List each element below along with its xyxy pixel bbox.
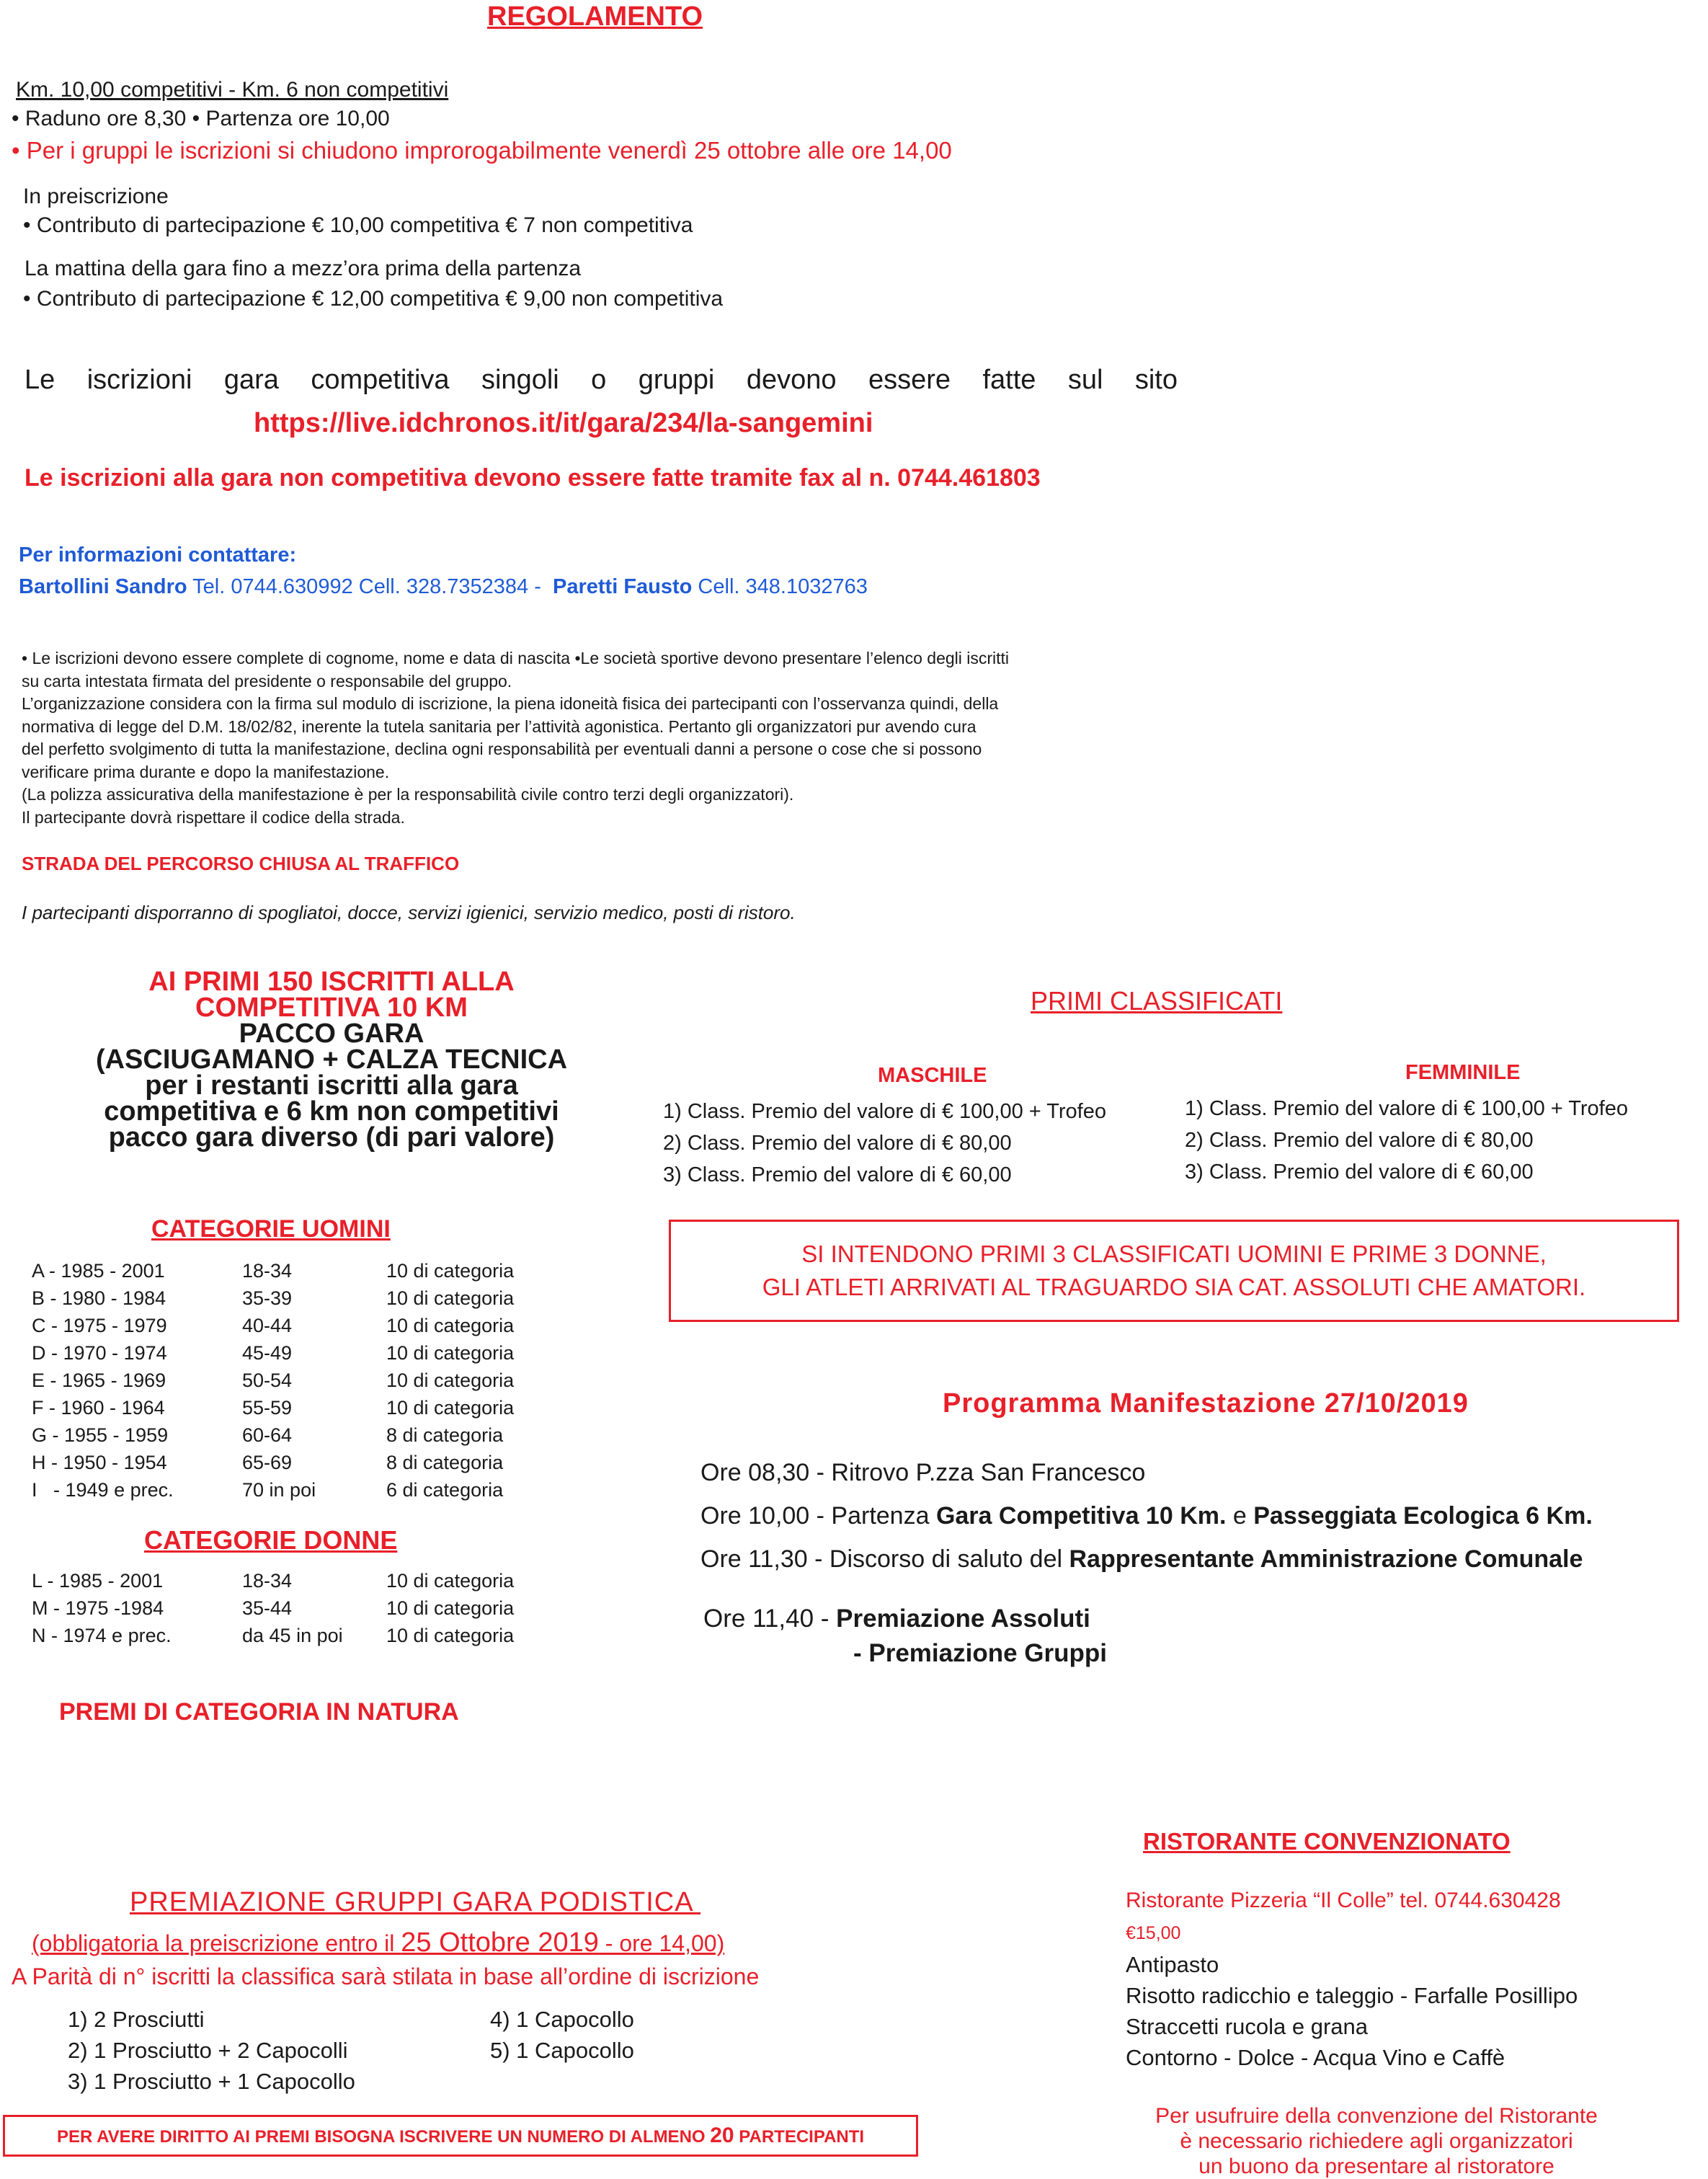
race-pack-line: (ASCIUGAMANO + CALZA TECNICA bbox=[95, 1044, 568, 1075]
restaurant-name: Ristorante Pizzeria “Il Colle” tel. 0744.630428 bbox=[1126, 1889, 1561, 1912]
female-winners-title: FEMMINILE bbox=[1405, 1061, 1521, 1084]
restaurant-title: RISTORANTE CONVENZIONATO bbox=[1143, 1828, 1511, 1855]
program-event: Rappresentante Amministrazione Comunale bbox=[1069, 1545, 1583, 1573]
schedule: • Raduno ore 8,30 • Partenza ore 10,00 bbox=[12, 107, 390, 130]
category-prizes-notice: PREMI DI CATEGORIA IN NATURA bbox=[59, 1698, 459, 1726]
female-winners-list bbox=[1185, 1093, 1628, 1188]
list-item: 1) 2 Prosciutti bbox=[68, 2007, 205, 2032]
age-cell: 35-39 bbox=[242, 1287, 293, 1309]
program-time: Ore 11,30 - Discorso di saluto del bbox=[700, 1545, 1069, 1573]
category-cell: A - 1985 - 2001 bbox=[32, 1259, 165, 1282]
list-item: 2) 1 Prosciutto + 2 Capocolli bbox=[68, 2038, 348, 2063]
prize-cell: 10 di categoria bbox=[386, 1396, 515, 1419]
age-cell: 60-64 bbox=[242, 1424, 293, 1446]
age-cell: 18-34 bbox=[242, 1569, 293, 1592]
program-event: Premiazione Assoluti bbox=[836, 1605, 1090, 1633]
list-item: 4) 1 Capocollo bbox=[490, 2007, 634, 2032]
prize-cell: 10 di categoria bbox=[386, 1597, 515, 1619]
subtitle-text: - ore 14,00) bbox=[598, 1930, 725, 1956]
list-item: 3) 1 Prosciutto + 1 Capocollo bbox=[68, 2069, 355, 2094]
rules-line: su carta intestata firmata del presidente o responsabile del gruppo. bbox=[22, 671, 512, 691]
program-event: Gara Competitiva 10 Km. bbox=[935, 1502, 1227, 1530]
table-row bbox=[32, 1339, 514, 1367]
group-prizes-title: PREMIAZIONE GRUPPI GARA PODISTICA bbox=[130, 1887, 701, 1917]
list-item: 1) Class. Premio del valore di € 100,00 + Trofeo bbox=[663, 1100, 1106, 1123]
program-time: Ore 11,40 - bbox=[703, 1605, 837, 1633]
contact-phone: Cell. 348.1032763 bbox=[692, 575, 868, 598]
male-winners-list bbox=[663, 1096, 1106, 1191]
restaurant-note bbox=[1095, 2103, 1658, 2179]
rules-line: del perfetto svolgimento di tutta la manifestazione, declina ogni responsabilità per eventuali danni a persone o cose che si possono bbox=[22, 740, 982, 758]
table-row bbox=[32, 1476, 514, 1504]
prize-cell: 10 di categoria bbox=[386, 1259, 515, 1282]
rules-line: Il partecipante dovrà rispettare il codice della strada. bbox=[22, 807, 405, 827]
subtitle-date: 25 Ottobre 2019 bbox=[401, 1927, 599, 1958]
prize-cell: 8 di categoria bbox=[386, 1451, 504, 1473]
requirement-text: PER AVERE DIRITTO AI PREMI BISOGNA ISCRIVERE UN NUMERO DI ALMENO bbox=[56, 2127, 711, 2147]
women-categories-table bbox=[32, 1567, 514, 1649]
group-prizes-list bbox=[490, 2004, 634, 2066]
men-categories-table bbox=[32, 1257, 514, 1504]
table-row bbox=[32, 1622, 514, 1649]
race-pack-line: per i restanti iscritti alla gara bbox=[145, 1070, 518, 1101]
program-time: Ore 10,00 - Partenza bbox=[700, 1502, 936, 1530]
preregistration-title: In preiscrizione bbox=[23, 185, 169, 208]
fax-registration-text: Le iscrizioni alla gara non competitiva devono essere fatte tramite fax al n. 0744.461803 bbox=[25, 464, 1041, 492]
winners-title: PRIMI CLASSIFICATI bbox=[1031, 986, 1283, 1016]
group-prizes-subtitle bbox=[32, 1927, 724, 1958]
category-cell: N - 1974 e prec. bbox=[32, 1624, 172, 1646]
race-pack-headline: AI PRIMI 150 ISCRITTI ALLA bbox=[148, 967, 515, 997]
prize-cell: 10 di categoria bbox=[386, 1314, 515, 1336]
prize-cell: 10 di categoria bbox=[386, 1287, 515, 1309]
age-cell: 35-44 bbox=[242, 1597, 293, 1619]
category-cell: B - 1980 - 1984 bbox=[32, 1287, 166, 1309]
program-connector: e bbox=[1226, 1502, 1254, 1530]
prize-cell: 6 di categoria bbox=[386, 1478, 504, 1501]
list-item: 3) Class. Premio del valore di € 60,00 bbox=[1185, 1160, 1534, 1184]
restaurant-menu bbox=[1126, 1949, 1578, 2073]
table-row bbox=[32, 1312, 514, 1339]
category-cell: F - 1960 - 1964 bbox=[32, 1396, 165, 1419]
rules-line: (La polizza assicurativa della manifestazione è per la responsabilità civile contro terzi degli organizzatori). bbox=[22, 785, 794, 804]
program-item: Ore 08,30 - Ritrovo P.zza San Francesco bbox=[700, 1459, 1146, 1486]
list-item: 2) Class. Premio del valore di € 80,00 bbox=[663, 1132, 1012, 1155]
race-pack-line: PACCO GARA bbox=[239, 1019, 424, 1049]
category-cell: D - 1970 - 1974 bbox=[32, 1341, 167, 1364]
prize-cell: 10 di categoria bbox=[386, 1569, 515, 1592]
rules-line: verificare prima durante e dopo la manifestazione. bbox=[22, 762, 390, 781]
requirement-number: 20 bbox=[710, 2123, 734, 2147]
program-item bbox=[703, 1605, 1090, 1633]
road-closed-notice: STRADA DEL PERCORSO CHIUSA AL TRAFFICO bbox=[22, 853, 460, 874]
list-item: Risotto radicchio e taleggio - Farfalle Posillipo bbox=[1126, 1983, 1578, 2008]
distances: Km. 10,00 competitivi - Km. 6 non competitivi bbox=[16, 78, 449, 102]
prize-cell: 10 di categoria bbox=[386, 1369, 515, 1391]
age-cell: 18-34 bbox=[242, 1259, 293, 1282]
age-cell: 45-49 bbox=[242, 1341, 293, 1364]
tie-break-rule: A Parità di n° iscritti la classifica sarà stilata in base all’ordine di iscrizione bbox=[12, 1963, 760, 1989]
table-row bbox=[32, 1257, 514, 1284]
women-categories-title: CATEGORIE DONNE bbox=[144, 1525, 398, 1555]
table-row bbox=[32, 1284, 514, 1312]
category-cell: L - 1985 - 2001 bbox=[32, 1569, 164, 1592]
table-row bbox=[32, 1421, 514, 1449]
race-day-title: La mattina della gara fino a mezz’ora prima della partenza bbox=[25, 257, 582, 280]
rules-text bbox=[22, 647, 1009, 829]
facilities-text: I partecipanti disporranno di spogliatoi, docce, servizi igienici, servizio medico, posti di ristoro. bbox=[22, 902, 796, 923]
prize-cell: 8 di categoria bbox=[386, 1424, 504, 1446]
age-cell: 65-69 bbox=[242, 1451, 293, 1473]
list-item: 3) Class. Premio del valore di € 60,00 bbox=[663, 1163, 1012, 1186]
note-line: Per usufruire della convenzione del Ristorante bbox=[1155, 2104, 1598, 2128]
contact-name: Bartollini Sandro bbox=[19, 575, 187, 598]
winners-note: SI INTENDONO PRIMI 3 CLASSIFICATI UOMINI E PRIME 3 DONNE, bbox=[801, 1241, 1547, 1267]
note-line: è necessario richiedere agli organizzatori bbox=[1180, 2129, 1573, 2153]
program-item bbox=[700, 1545, 1583, 1574]
table-row bbox=[32, 1394, 514, 1421]
program-title: Programma Manifestazione 27/10/2019 bbox=[943, 1388, 1469, 1419]
race-day-fee: • Contributo di partecipazione € 12,00 competitiva € 9,00 non competitiva bbox=[23, 287, 724, 311]
category-cell: E - 1965 - 1969 bbox=[32, 1369, 166, 1391]
requirement-text: PARTECIPANTI bbox=[734, 2127, 865, 2147]
race-pack-line: pacco gara diverso (di pari valore) bbox=[108, 1122, 555, 1153]
restaurant-price: €15,00 bbox=[1126, 1923, 1181, 1943]
subtitle-text: (obbligatoria la preiscrizione entro il bbox=[32, 1930, 401, 1956]
category-cell: I - 1949 e prec. bbox=[32, 1478, 174, 1501]
contacts-title: Per informazioni contattare: bbox=[19, 543, 297, 567]
men-categories-title: CATEGORIE UOMINI bbox=[151, 1215, 391, 1243]
rules-line: L’organizzazione considera con la firma sul modulo di iscrizione, la piena idoneità fisica dei partecipanti con l’osservanza quindi, della bbox=[22, 694, 999, 713]
race-pack-block bbox=[43, 967, 620, 1153]
program-item: - Premiazione Gruppi bbox=[853, 1639, 1107, 1667]
race-pack-line: competitiva e 6 km non competitivi bbox=[104, 1096, 559, 1127]
requirement-box bbox=[3, 2115, 918, 2157]
prize-cell: 10 di categoria bbox=[386, 1624, 515, 1646]
category-cell: H - 1950 - 1954 bbox=[32, 1451, 167, 1473]
note-line: un buono da presentare al ristoratore bbox=[1198, 2154, 1554, 2178]
winners-note-box bbox=[669, 1220, 1679, 1322]
program-event: Passeggiata Ecologica 6 Km. bbox=[1253, 1502, 1593, 1530]
table-row bbox=[32, 1594, 514, 1622]
category-cell: G - 1955 - 1959 bbox=[32, 1424, 169, 1446]
group-prizes-list bbox=[68, 2004, 355, 2097]
contact-phone: Tel. 0744.630992 Cell. 328.7352384 - bbox=[187, 575, 553, 598]
age-cell: 70 in poi bbox=[242, 1478, 316, 1501]
list-item: 5) 1 Capocollo bbox=[490, 2038, 634, 2063]
contact-name: Paretti Fausto bbox=[553, 575, 693, 598]
race-pack-headline: COMPETITIVA 10 KM bbox=[195, 993, 468, 1023]
list-item: Antipasto bbox=[1126, 1952, 1219, 1977]
online-registration-text: Le iscrizioni gara competitiva singoli o gruppi devono essere fatte sul sito bbox=[25, 365, 1178, 395]
winners-note: GLI ATLETI ARRIVATI AL TRAGUARDO SIA CAT. ASSOLUTI CHE AMATORI. bbox=[762, 1274, 1586, 1300]
group-deadline: • Per i gruppi le iscrizioni si chiudono improrogabilmente venerdì 25 ottobre alle ore 14,00 bbox=[12, 137, 952, 164]
preregistration-fee: • Contributo di partecipazione € 10,00 competitiva € 7 non competitiva bbox=[23, 213, 693, 237]
table-row bbox=[32, 1367, 514, 1394]
male-winners-title: MASCHILE bbox=[878, 1064, 987, 1087]
list-item: Contorno - Dolce - Acqua Vino e Caffè bbox=[1126, 2045, 1505, 2070]
program-item bbox=[700, 1502, 1593, 1530]
page-title: REGOLAMENTO bbox=[487, 1, 703, 32]
prize-cell: 10 di categoria bbox=[386, 1341, 515, 1364]
list-item: 1) Class. Premio del valore di € 100,00 + Trofeo bbox=[1185, 1097, 1628, 1120]
registration-url[interactable]: https://live.idchronos.it/it/gara/234/la-sangemini bbox=[254, 408, 873, 438]
age-cell: 55-59 bbox=[242, 1396, 293, 1419]
contacts-line bbox=[19, 575, 868, 599]
list-item: 2) Class. Premio del valore di € 80,00 bbox=[1185, 1129, 1534, 1152]
age-cell: da 45 in poi bbox=[242, 1624, 343, 1646]
age-cell: 50-54 bbox=[242, 1369, 293, 1391]
rules-line: • Le iscrizioni devono essere complete di cognome, nome e data di nascita •Le società sportive devono presentare l’elenco degli iscritti bbox=[22, 649, 1010, 667]
table-row bbox=[32, 1567, 514, 1594]
category-cell: C - 1975 - 1979 bbox=[32, 1314, 167, 1336]
age-cell: 40-44 bbox=[242, 1314, 293, 1336]
list-item: Straccetti rucola e grana bbox=[1126, 2014, 1369, 2039]
table-row bbox=[32, 1449, 514, 1476]
rules-line: normativa di legge del D.M. 18/02/82, inerente la tutela sanitaria per l’attività agonistica. Pertanto gli organizzatori pur avendo cura bbox=[22, 716, 977, 736]
category-cell: M - 1975 -1984 bbox=[32, 1597, 164, 1619]
